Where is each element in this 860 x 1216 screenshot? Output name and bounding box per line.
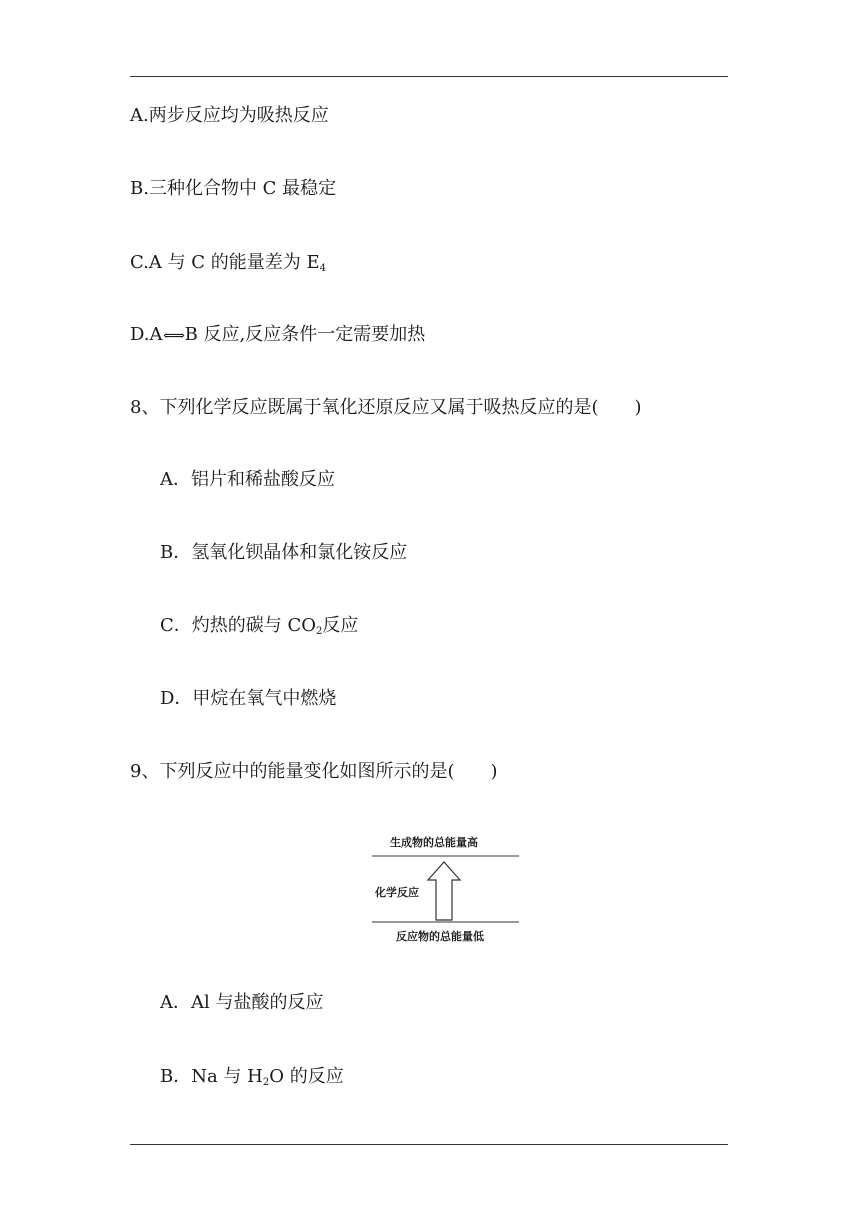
q7-option-d: D.A⟺B 反应,反应条件一定需要加热 <box>130 323 425 348</box>
footer-rule <box>130 1144 728 1145</box>
q7-option-a: A.两步反应均为吸热反应 <box>130 105 329 126</box>
q9-option-b: B．Na 与 $H_2O$ 的反应 <box>160 1066 344 1088</box>
up-arrow-icon <box>428 862 460 920</box>
equilibrium-arrow: ⟺ <box>162 328 185 344</box>
q8-option-c: C．灼热的碳与 $CO_2$反应 <box>160 615 359 637</box>
header-rule <box>130 76 728 77</box>
subscript: 2 <box>262 1077 270 1088</box>
q8-stem: 8、下列化学反应既属于氧化还原反应又属于吸热反应的是( ) <box>130 397 642 418</box>
q7-option-c: C.A 与 C 的能量差为 $E_4$ <box>130 252 327 274</box>
q9-option-a: A．Al 与盐酸的反应 <box>160 992 324 1013</box>
product-energy-label: 生成物的总能量高 <box>390 836 478 849</box>
q7-option-b: B.三种化合物中 C 最稳定 <box>130 178 337 199</box>
q9-stem: 9、下列反应中的能量变化如图所示的是( ) <box>130 761 498 782</box>
q8-option-d: D．甲烷在氧气中燃烧 <box>160 688 337 709</box>
q8-option-a: A．铝片和稀盐酸反应 <box>160 469 335 490</box>
reactant-energy-label: 反应物的总能量低 <box>396 930 484 943</box>
reaction-label: 化学反应 <box>375 886 419 899</box>
subscript: 2 <box>316 626 323 637</box>
q8-option-b: B．氢氧化钡晶体和氯化铵反应 <box>160 542 408 563</box>
energy-diagram <box>372 826 520 944</box>
subscript: 4 <box>319 263 327 274</box>
